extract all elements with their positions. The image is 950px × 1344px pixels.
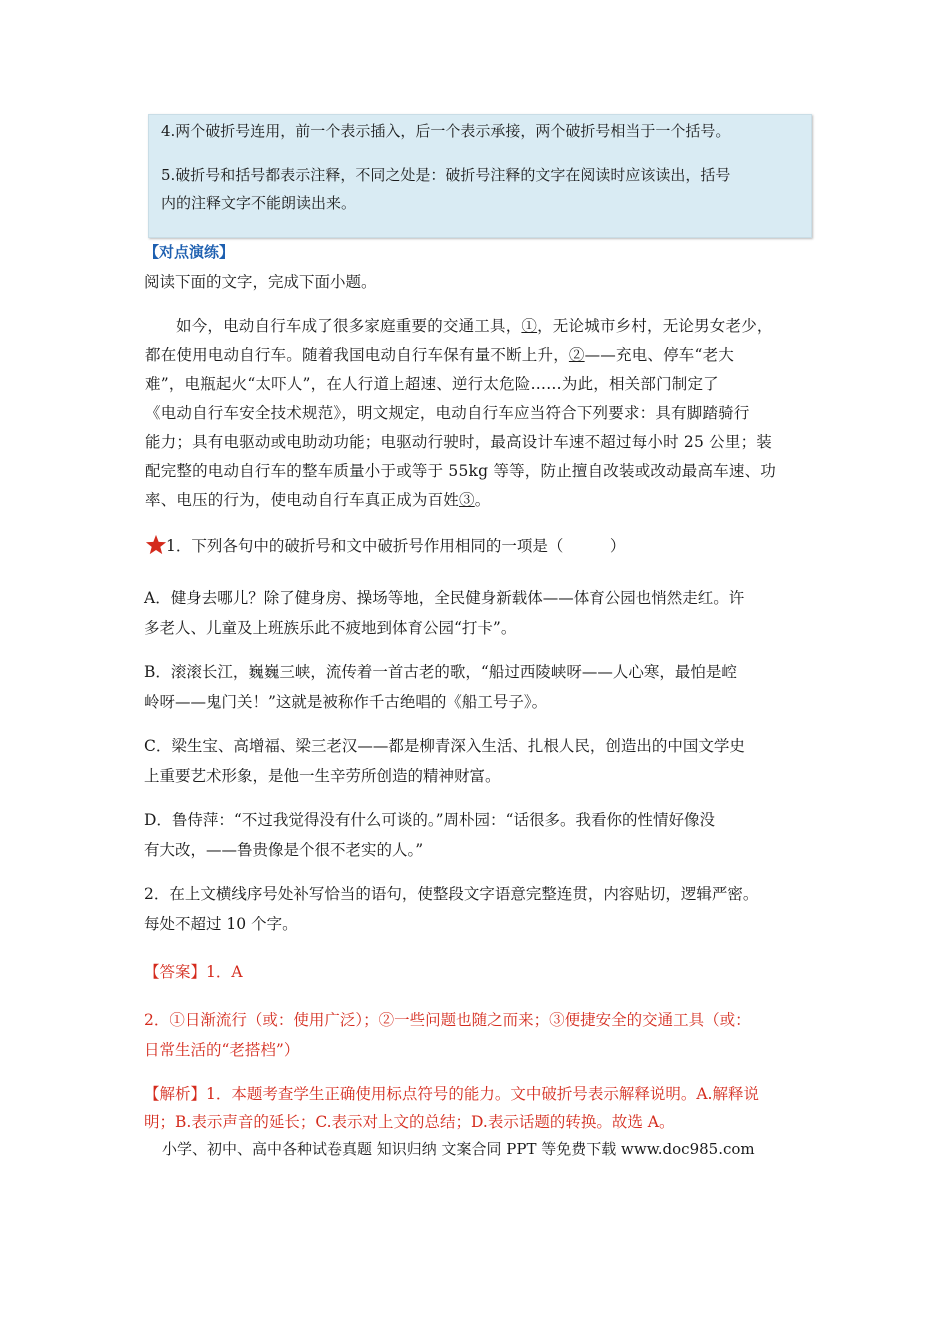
passage-line-5: 能力；具有电驱动或电助动功能；电驱动行驶时，最高设计车速不超过每小时 25 公里；装: [145, 433, 772, 451]
note-item-5-line2: 内的注释文字不能朗读出来。: [161, 194, 357, 212]
passage-line-1: 如今，电动自行车成了很多家庭重要的交通工具，①，无论城市乡村，无论男女老少，: [176, 317, 773, 335]
answer-2-line2: 日常生活的“老搭档”）: [144, 1041, 300, 1059]
passage-line-7: 率、电压的行为，使电动自行车真正成为百姓③。: [145, 491, 491, 509]
star-icon: [145, 534, 167, 556]
question-1-stem: 1．下列各句中的破折号和文中破折号作用相同的一项是（ ）: [166, 537, 626, 555]
passage-line-4: 《电动自行车安全技术规范》，明文规定，电动自行车应当符合下列要求：具有脚踏骑行: [145, 404, 750, 422]
blank-2: ②: [568, 346, 585, 364]
note-item-5-line1: 5.破折号和括号都表示注释，不同之处是：破折号注释的文字在阅读时应该读出，括号: [161, 166, 731, 184]
footer-text: 小学、初中、高中各种试卷真题 知识归纳 文案合同 PPT 等免费下载 www.doc985.com: [162, 1140, 755, 1158]
option-d-line2: 有大改，——鲁贵像是个很不老实的人。”: [144, 841, 424, 859]
answer-2-line1: 2．①日渐流行（或：使用广泛）；②一些问题也随之而来；③便捷安全的交通工具（或：: [144, 1011, 751, 1029]
blank-3: ③: [459, 491, 475, 509]
note-box: [148, 114, 812, 238]
option-b-line1: B．滚滚长江，巍巍三峡，流传着一首古老的歌，“船过西陵峡呀——人心寒，最怕是崆: [144, 663, 737, 681]
instruction: 阅读下面的文字，完成下面小题。: [144, 273, 377, 291]
option-a-line1: A．健身去哪儿？除了健身房、操场等地，全民健身新载体——体育公园也悄然走红。许: [144, 589, 745, 607]
note-item-4: 4.两个破折号连用，前一个表示插入，后一个表示承接，两个破折号相当于一个括号。: [161, 122, 731, 140]
option-c-line2: 上重要艺术形象，是他一生辛劳所创造的精神财富。: [144, 767, 501, 785]
question-2-line1: 2．在上文横线序号处补写恰当的语句，使整段文字语意完整连贯，内容贴切，逻辑严密。: [144, 885, 759, 903]
passage-line-2: 都在使用电动自行车。随着我国电动自行车保有量不断上升，②——充电、停车“老大: [145, 346, 735, 364]
option-d-line1: D．鲁侍萍：“不过我觉得没有什么可谈的。”周朴园：“话很多。我看你的性情好像没: [144, 811, 715, 829]
option-c-line1: C．梁生宝、高增福、梁三老汉——都是柳青深入生活、扎根人民，创造出的中国文学史: [144, 737, 745, 755]
passage-line-6: 配完整的电动自行车的整车质量小于或等于 55kg 等等，防止擅自改装或改动最高车速、功: [145, 462, 776, 480]
analysis-line1: 【解析】1．本题考查学生正确使用标点符号的能力。文中破折号表示解释说明。A.解释说: [144, 1085, 759, 1103]
option-b-line2: 岭呀——鬼门关！”这就是被称作千古绝唱的《船工号子》。: [144, 693, 548, 711]
question-2-line2: 每处不超过 10 个字。: [144, 915, 298, 933]
blank-1: ①: [521, 317, 538, 335]
answer-1: 【答案】1．A: [144, 963, 243, 981]
section-title: 【对点演练】: [144, 243, 235, 261]
option-a-line2: 多老人、儿童及上班族乐此不疲地到体育公园“打卡”。: [144, 619, 517, 637]
analysis-line2: 明；B.表示声音的延长；C.表示对上文的总结；D.表示话题的转换。故选 A。: [144, 1113, 675, 1131]
passage-line-3: 难”，电瓶起火“太吓人”，在人行道上超速、逆行太危险……为此，相关部门制定了: [145, 375, 719, 393]
